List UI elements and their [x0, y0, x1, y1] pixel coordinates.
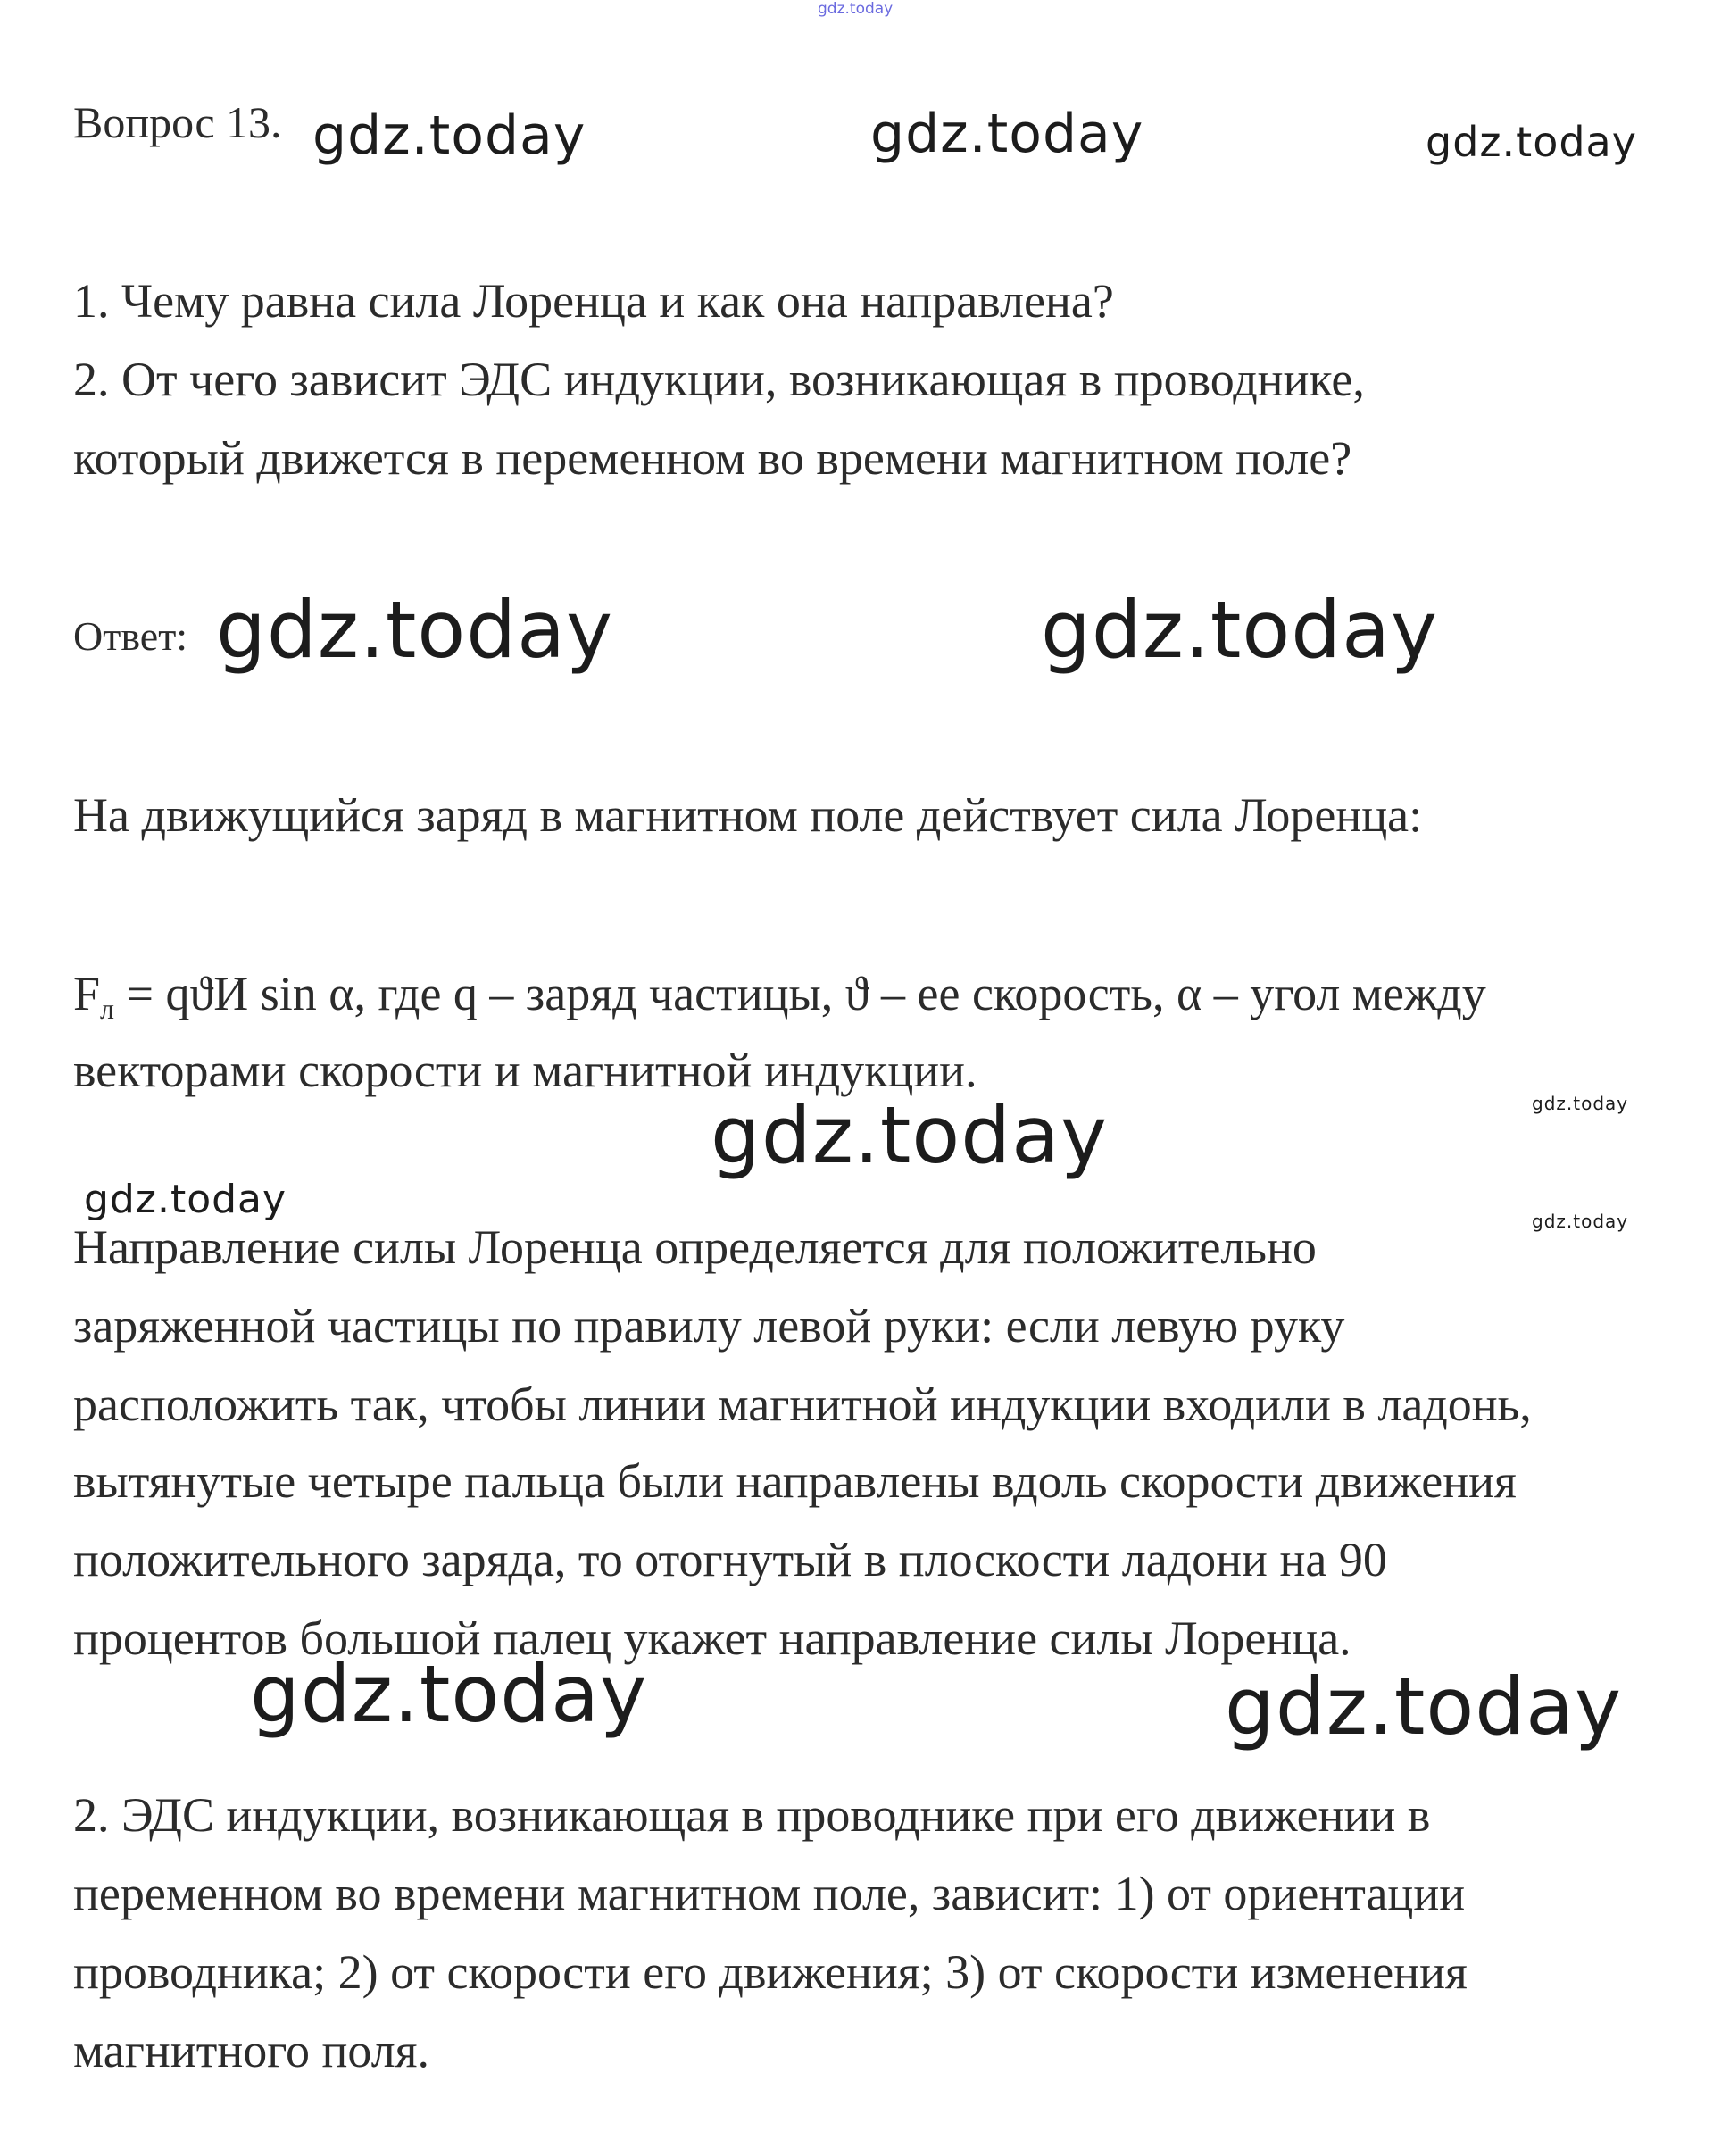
direction-line: Направление силы Лоренца определяется для положительно — [73, 1220, 1317, 1274]
watermark: gdz.today — [312, 104, 586, 167]
direction-line: положительного заряда, то отогнутый в плоскости ладони на 90 — [73, 1533, 1387, 1586]
watermark: gdz.today — [250, 1648, 648, 1740]
watermark: gdz.today — [1225, 1661, 1623, 1752]
force-subscript: л — [100, 993, 115, 1025]
formula-cont: векторами скорости и магнитной индукции. — [73, 1044, 977, 1097]
formula-line — [73, 967, 1486, 1025]
emf-line: проводника; 2) от скорости его движения; 3) от скорости изменения — [73, 1945, 1468, 1999]
question-2: 2. От чего зависит ЭДС индукции, возникающая в проводнике, — [73, 353, 1365, 406]
formula-text: = qϑИ sin α, где q – заряд частицы, ϑ – ее скорость, α – угол между — [114, 967, 1486, 1020]
watermark: gdz.today — [84, 1177, 287, 1222]
question-2-cont: который движется в переменном во времени магнитном поле? — [73, 431, 1352, 485]
direction-line: процентов большой палец укажет направление силы Лоренца. — [73, 1611, 1351, 1665]
watermark: gdz.today — [216, 584, 614, 676]
direction-line: вытянутые четыре пальца были направлены вдоль скорости движения — [73, 1454, 1517, 1508]
direction-line: заряженной частицы по правилу левой руки: если левую руку — [73, 1299, 1345, 1353]
watermark: gdz.today — [1532, 1093, 1629, 1114]
watermark: gdz.today — [1532, 1211, 1629, 1232]
question-label: Вопрос 13. — [73, 97, 282, 147]
answer-intro: На движущийся заряд в магнитном поле действует сила Лоренца: — [73, 788, 1423, 842]
direction-line: расположить так, чтобы линии магнитной индукции входили в ладонь, — [73, 1378, 1532, 1431]
watermark: gdz.today — [711, 1089, 1109, 1181]
emf-line: магнитного поля. — [73, 2024, 429, 2077]
watermark: gdz.today — [1426, 118, 1637, 166]
watermark: gdz.today — [870, 103, 1144, 165]
question-1: 1. Чему равна сила Лоренца и как она направлена? — [73, 274, 1114, 328]
emf-line: 2. ЭДС индукции, возникающая в проводнике при его движении в — [73, 1788, 1431, 1842]
force-symbol: F — [73, 967, 101, 1020]
watermark-top: gdz.today — [818, 0, 894, 18]
answer-label: Ответ: — [73, 613, 188, 659]
emf-line: переменном во времени магнитном поле, зависит: 1) от ориентации — [73, 1867, 1466, 1920]
watermark: gdz.today — [1041, 584, 1439, 676]
